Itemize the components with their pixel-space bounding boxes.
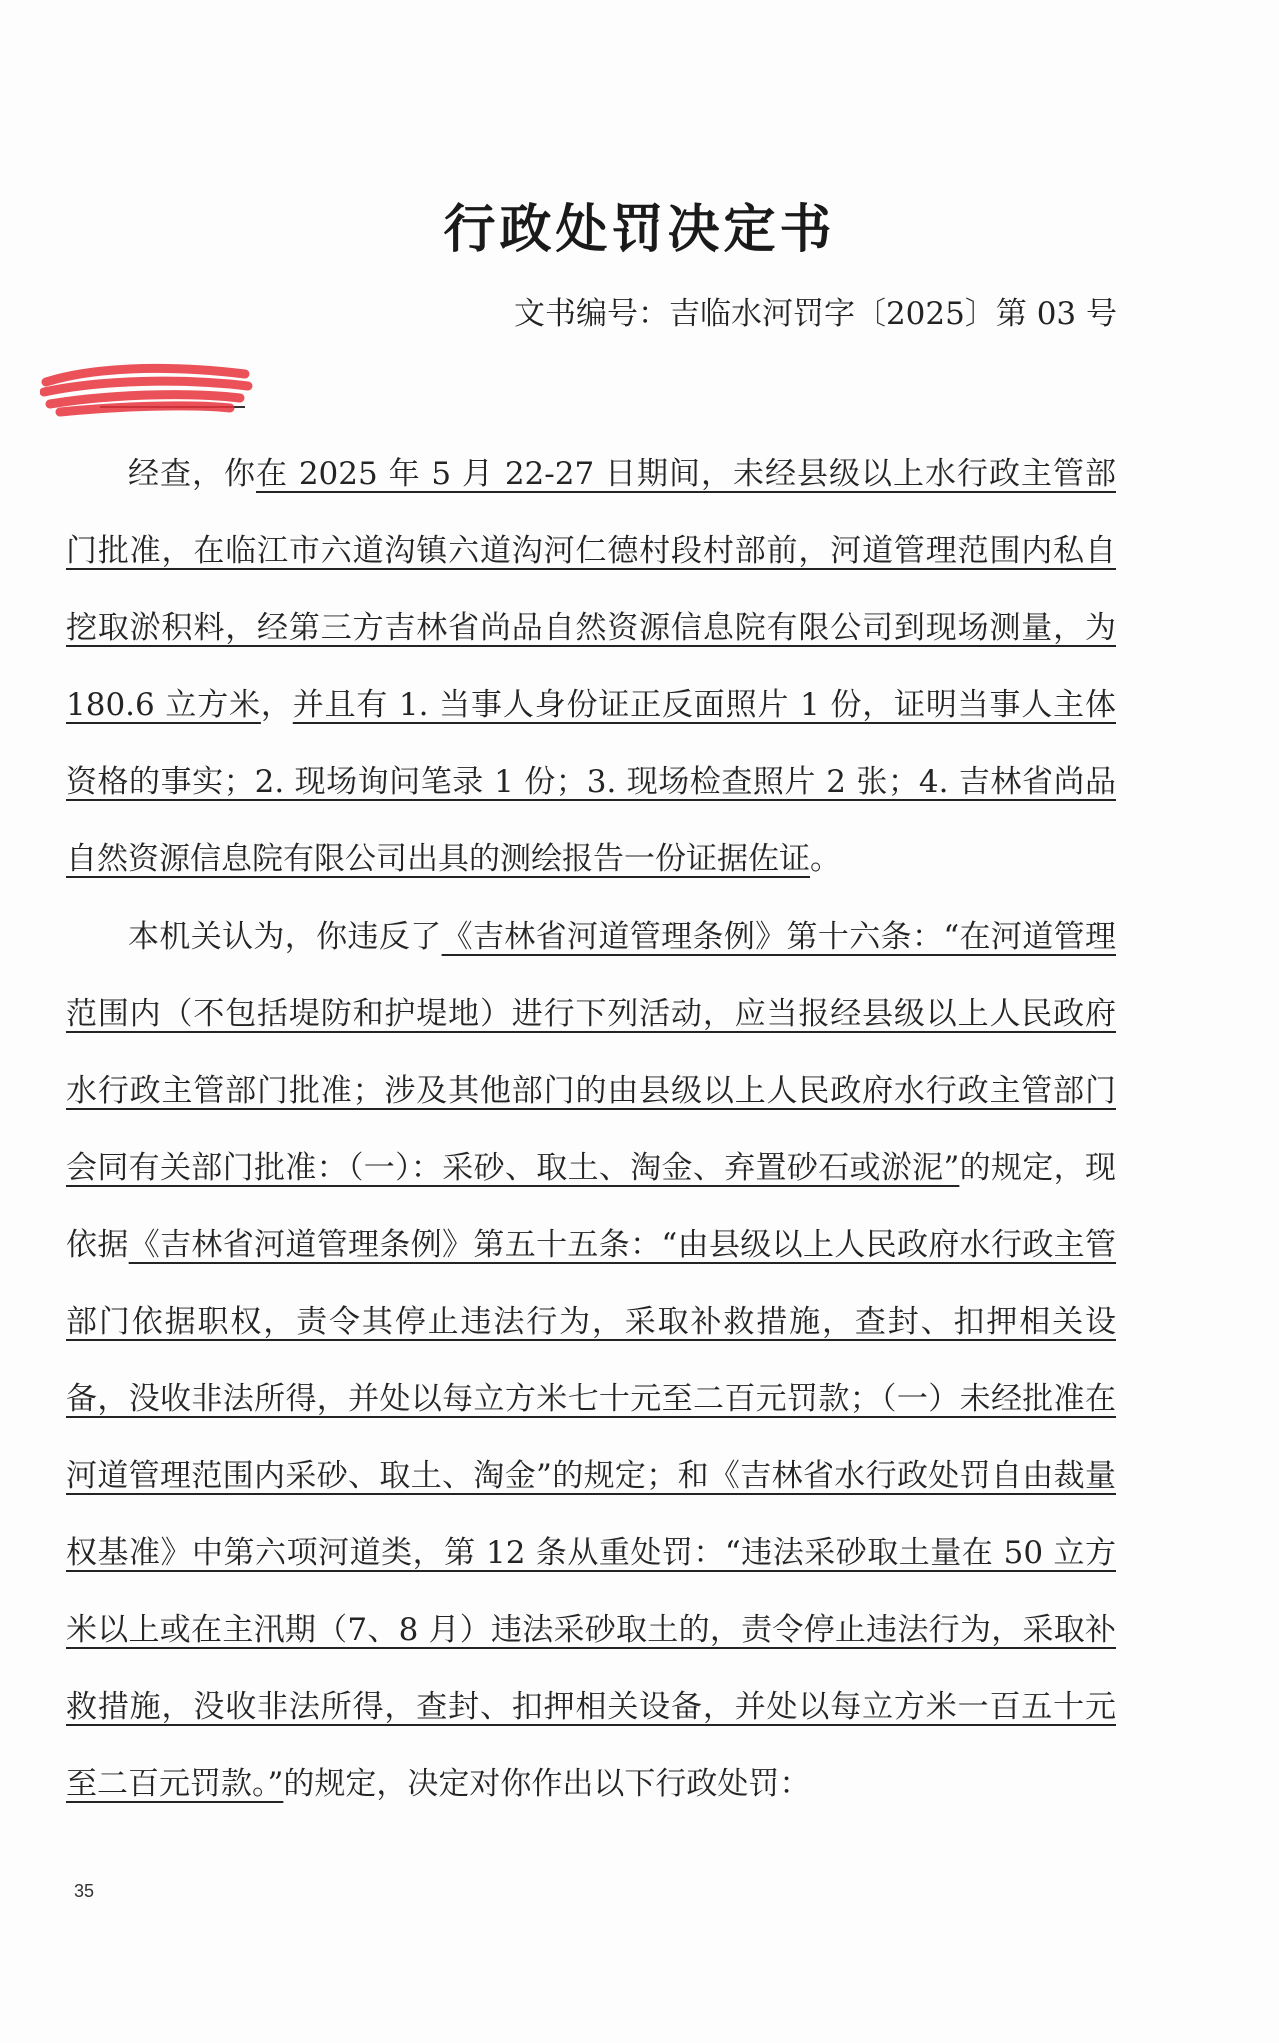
paragraph-legal-basis [66, 899, 1116, 1823]
underlined-text-segment: 《吉林省河道管理条例》第十六条：“在河道管理范围内（不包括堤防和护堤地）进行下列活动，应当报经县级以上人民政府水行政主管部门批准；涉及其他部门的由县级以上人民政府水行政主管部门会同有关部门批准：（一）：采砂、取土、淘金、弃置砂石或淤泥” [66, 919, 1116, 1186]
page-number: 35 [74, 1881, 95, 1901]
text-segment: 经查，你 [128, 456, 256, 492]
redaction-scribble [40, 360, 254, 420]
text-segment: ， [260, 687, 293, 723]
text-segment: 。 [810, 841, 841, 877]
underlined-text-segment: 并且有 1. 当事人身份证正反面照片 1 份，证明当事人主体资格的事实；2. 现场询问笔录 1 份；3. 现场检查照片 2 张；4. 吉林省尚品自然资源信息院有限公司出具的测绘报告一份证据佐证 [66, 687, 1116, 877]
text-segment: 本机关认为，你违反了 [128, 919, 442, 955]
underlined-text-segment: 《吉林省河道管理条例》第五十五条：“由县级以上人民政府水行政主管部门依据职权，责令其停止违法行为，采取补救措施，查封、扣押相关设备，没收非法所得，并处以每立方米七十元至二百元罚款；（一）未经批准在河道管理范围内采砂、取土、淘金”的规定；和《吉林省水行政处罚自由裁量权基准》中第六项河道类，第 12 条从重处罚：“违法采砂取土量在 50 立方米以上或在主汛期（7、8 月）违法采砂取土的，责令停止违法行为，采取补救措施，没收非法所得，查封、扣押相关设备，并处以每立方米一百五十元至二百元罚款。” [66, 1227, 1116, 1802]
document-body [66, 436, 1116, 1823]
text-segment: 的规定，决定对你作出以下行政处罚： [283, 1766, 811, 1802]
text-segment: 的规定，现依据 [66, 1150, 1116, 1263]
document-number: 文书编号：吉临水河罚字〔2025〕第 03 号 [513, 296, 1117, 332]
document-title: 行政处罚决定书 [443, 199, 836, 260]
paragraph-findings [66, 436, 1116, 898]
underlined-text-segment: 在 2025 年 5 月 22-27 日期间，未经县级以上水行政主管部门批准，在临江市六道沟镇六道沟河仁德村段村部前，河道管理范围内私自挖取淤积料，经第三方吉林省尚品自然资源信息院有限公司到现场测量，为 180.6 立方米 [66, 456, 1116, 723]
